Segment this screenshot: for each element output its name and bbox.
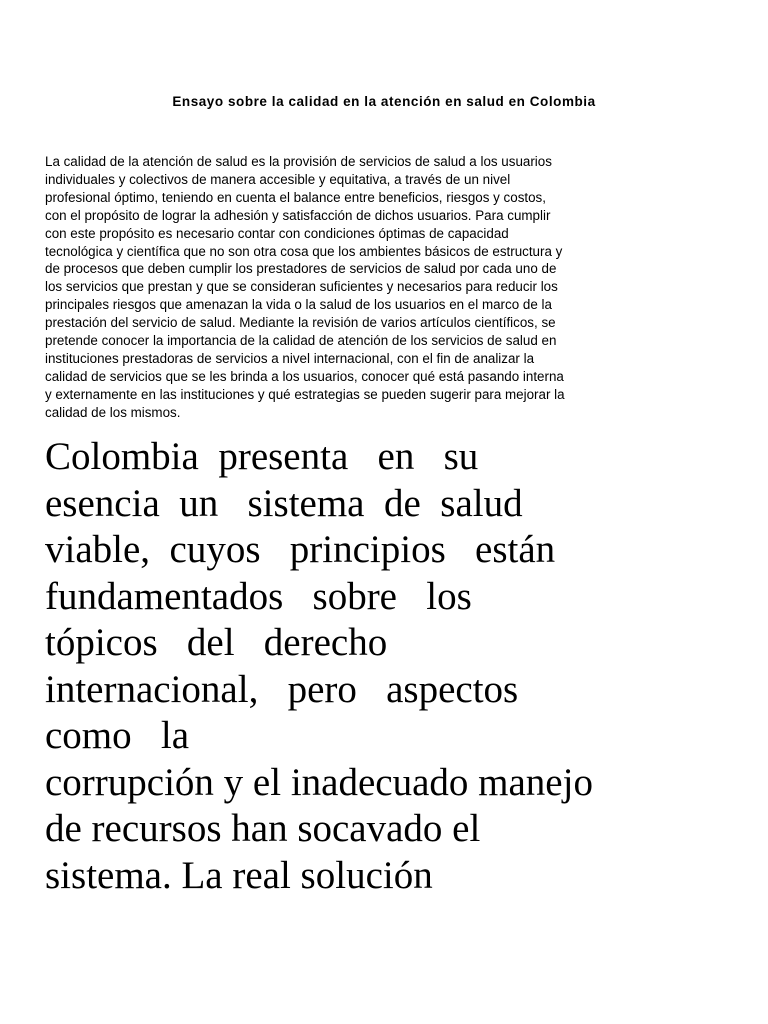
body-line: como la [45, 714, 190, 757]
abstract-line: calidad de servicios que se les brinda a los usuarios, conocer qué está pasando interna [45, 368, 564, 384]
body-line: viable, cuyos principios están [45, 528, 556, 571]
abstract-line: los servicios que prestan y que se consideran suficientes y necesarios para reducir los [45, 279, 558, 295]
abstract-line: con el propósito de lograr la adhesión y satisfacción de dichos usuarios. Para cumplir [45, 207, 551, 223]
abstract-line: La calidad de la atención de salud es la provisión de servicios de salud a los usuarios [45, 154, 552, 169]
abstract-line: con este propósito es necesario contar con condiciones óptimas de capacidad [45, 225, 509, 241]
abstract-line: pretende conocer la importancia de la calidad de atención de los servicios de salud en [45, 333, 557, 349]
abstract-paragraph [45, 153, 665, 422]
body-line: internacional, pero aspectos [45, 667, 519, 711]
body-line: de recursos han socavado el [45, 807, 481, 850]
body-line: tópicos del derecho [45, 621, 388, 664]
abstract-line: y externamente en las instituciones y qué estrategias se pueden sugerir para mejorar la [45, 386, 565, 402]
body-line: fundamentados sobre los [45, 574, 472, 618]
abstract-line: profesional óptimo, teniendo en cuenta el balance entre beneficios, riesgos y costos, [45, 189, 546, 205]
abstract-line: de procesos que deben cumplir los prestadores de servicios de salud por cada uno de [45, 261, 557, 277]
body-line: Colombia presenta en su [45, 435, 479, 478]
body-line: esencia un sistema de salud [45, 481, 523, 525]
abstract-line: individuales y colectivos de manera accesible y equitativa, a través de un nivel [45, 171, 511, 187]
abstract-line: instituciones prestadoras de servicios a nivel internacional, con el fin de analizar la [45, 350, 535, 366]
body-line: corrupción y el inadecuado manejo [45, 760, 593, 804]
document-title: Ensayo sobre la calidad en la atención en salud en Colombia [172, 94, 596, 109]
abstract-line: principales riesgos que amenazan la vida o la salud de los usuarios en el marco de la [45, 297, 552, 313]
abstract-line: calidad de los mismos. [45, 404, 181, 420]
body-paragraph-large [45, 434, 745, 899]
abstract-line: prestación del servicio de salud. Mediante la revisión de varios artículos científicos, se [45, 315, 556, 331]
abstract-line: tecnológica y científica que no son otra cosa que los ambientes básicos de estructura y [45, 243, 563, 259]
body-line: sistema. La real solución [45, 853, 433, 897]
